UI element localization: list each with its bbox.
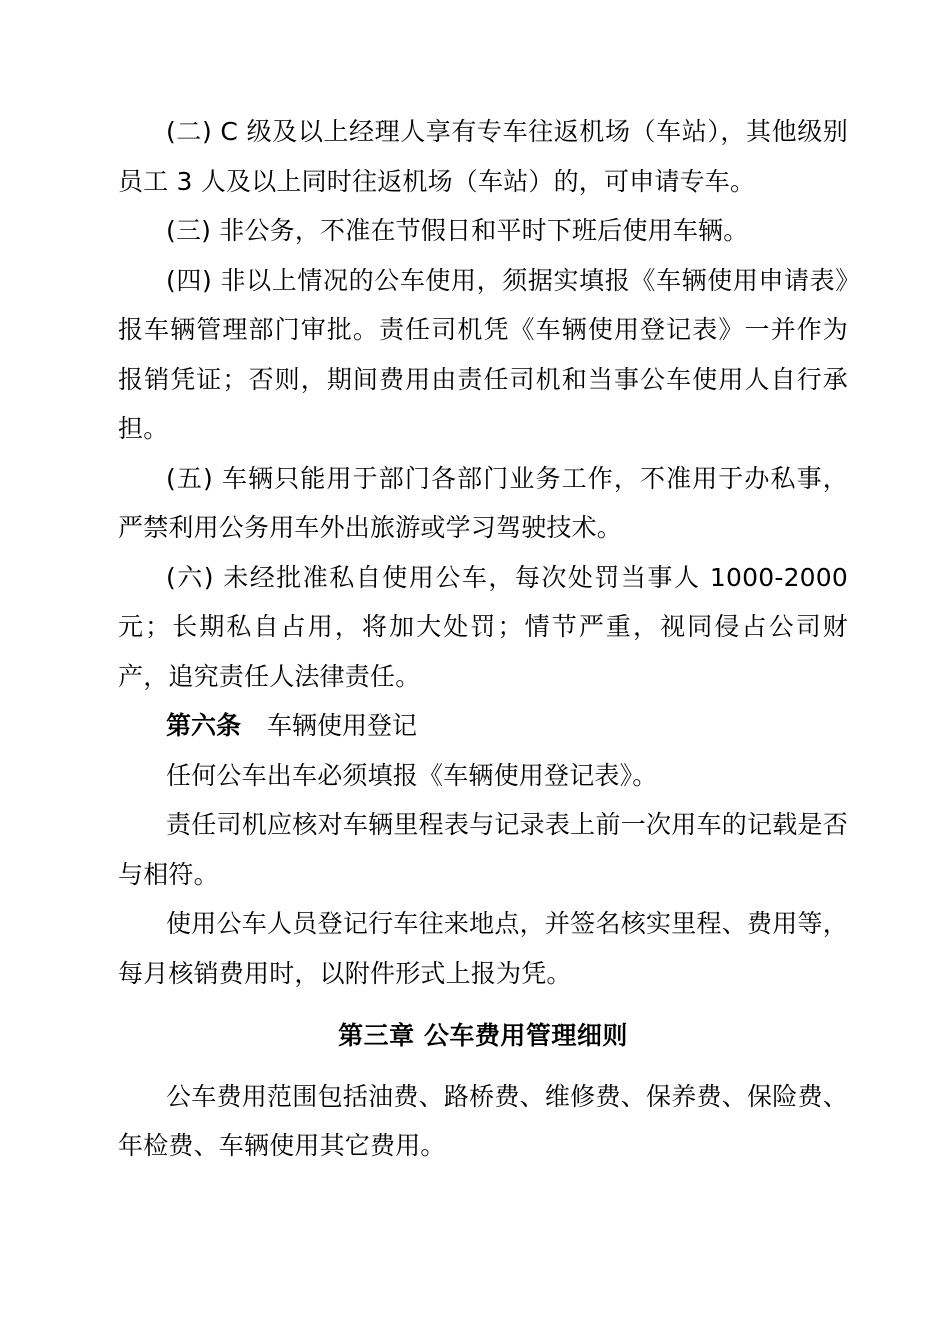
document-page [118,107,848,1171]
chapter-paragraph-1: 公车费用范围包括油费、路桥费、维修费、保养费、保险费、年检费、车辆使用其它费用。 [118,1081,848,1160]
paragraph-item-2: (二) C 级及以上经理人享有专车往返机场（车站），其他级别员工 3 人及以上同时往返机场（车站）的，可申请专车。 [118,117,848,196]
article-paragraph-1: 任何公车出车必须填报《车辆使用登记表》。 [166,760,658,790]
paragraph-item-3: (三) 非公务，不准在节假日和平时下班后使用车辆。 [166,216,749,245]
paragraph-item-5: (五) 车辆只能用于部门各部门业务工作，不准用于办私事，严禁利用公务用车外出旅游或学习驾驶技术。 [118,463,848,542]
paragraph-item-6: (六) 未经批准私自使用公车，每次处罚当事人 1000-2000 元；长期私自占用，将加大处罚；情节严重，视同侵占公司财产，追究责任人法律责任。 [118,562,848,691]
article-heading [118,701,848,751]
paragraph-item-4: (四) 非以上情况的公车使用，须据实填报《车辆使用申请表》报车辆管理部门审批。责任司机凭《车辆使用登记表》一并作为报销凭证；否则，期间费用由责任司机和当事公车使用人自行承担。 [118,265,848,443]
article-title: 车辆使用登记 [267,711,418,740]
chapter-title: 第三章 公车费用管理细则 [338,1021,628,1050]
article-number: 第六条 [166,711,242,740]
article-paragraph-3: 使用公车人员登记行车往来地点，并签名核实里程、费用等，每月核销费用时，以附件形式上报为凭。 [118,909,848,988]
article-paragraph-2: 责任司机应核对车辆里程表与记录表上前一次用车的记载是否与相符。 [118,810,848,889]
